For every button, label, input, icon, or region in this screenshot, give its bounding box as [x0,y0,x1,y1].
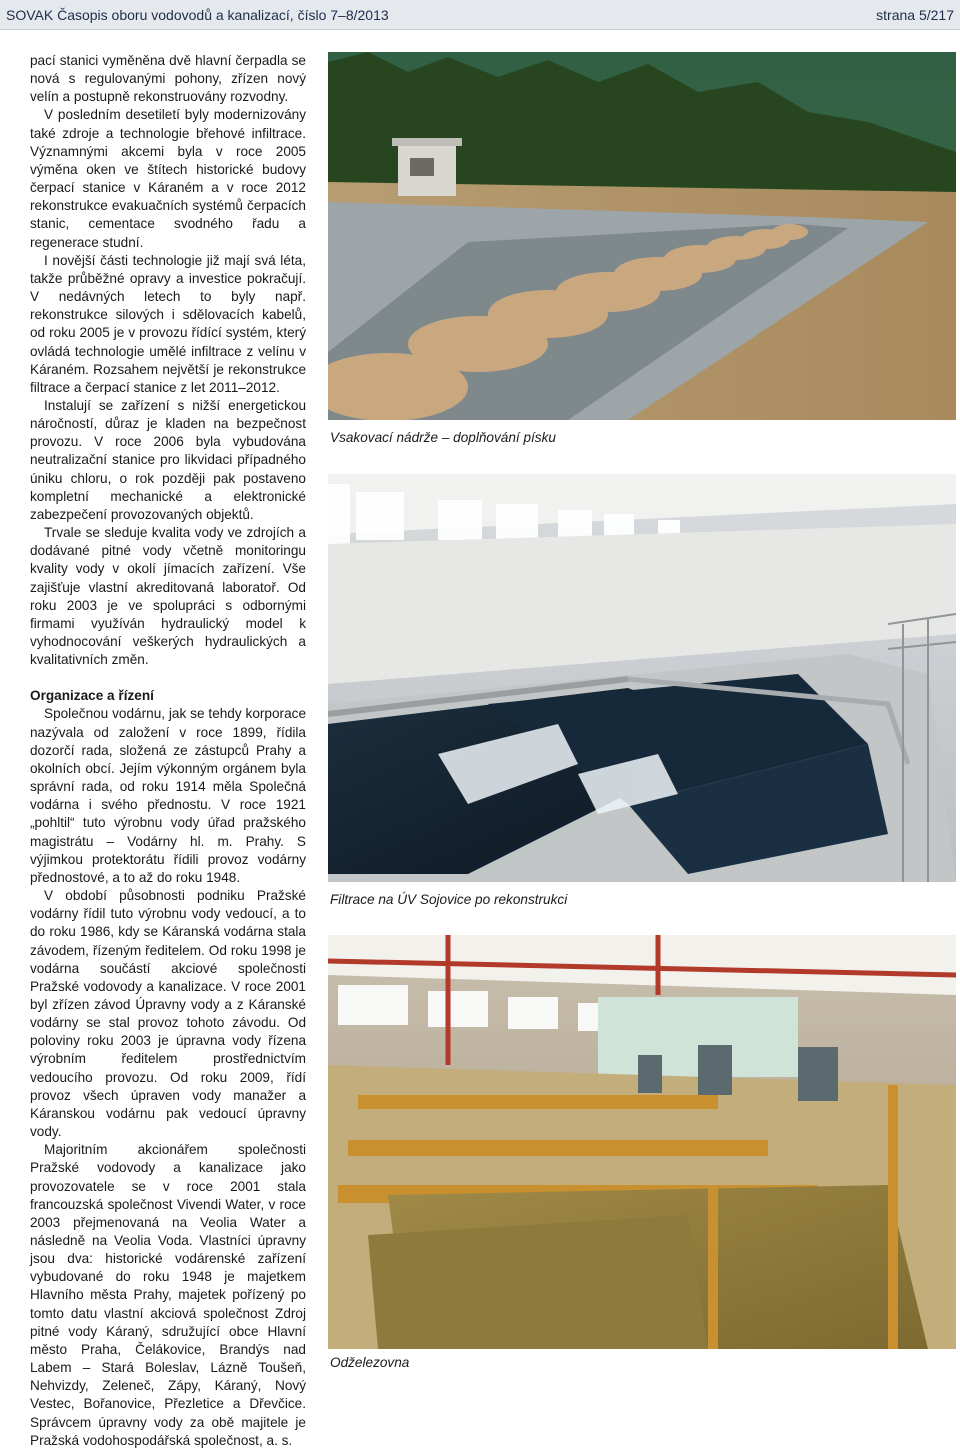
page-header [0,0,960,30]
text-column [30,52,306,1450]
photo-infiltration-basins [328,52,956,420]
photo-de-ironing-plant [328,935,956,1349]
paragraph: V období působnosti podniku Pražské vodárny řídil tuto výrobnu vody vedoucí, a to do roku 1986, kdy se Káranská vodárna stala závodem, řízeným ředitelem. Od roku 1998 je vodárna součástí akciové společnosti Pražské vodovody a kanalizace. V roce 2001 byl zřízen závod Úpravny vody a z Káranské vodárny se stal provoz tohoto závodu. Od poloviny roku 2003 je úpravna vody řízena výrobním ředitelem prostřednictvím vedoucího provozu. Od roku 2009, řídí provoz všech úpraven vody manažer a Káranskou vodárnu pak vedoucí úpravny vody. [30,888,306,1140]
paragraph: pací stanici vyměněna dvě hlavní čerpadla se nová s regulovanými pohony, zřízen nový velín a postupně rekonstruovány rozvodny. [30,53,306,105]
journal-title: SOVAK Časopis oboru vodovodů a kanalizací, číslo 7–8/2013 [6,7,389,23]
section-heading: Organizace a řízení [30,688,154,704]
caption-photo-3: Odželezovna [330,1355,410,1370]
paragraph: Instalují se zařízení s nižší energetickou náročností, důraz je kladen na bezpečnost provozu. V roce 2006 byla vybudována neutralizační stanice pro likvidaci případného úniku chloru, o rok později pak postaveno kompletní mechanické a elektronické zabezpečení provozovaných objektů. [30,397,306,522]
page-number: strana 5/217 [876,7,954,23]
paragraph: V posledním desetiletí byly modernizovány také zdroje a technologie břehové infiltrace. Významnými akcemi byla v roce 2005 výměna oken ve štítech historické budovy čerpací stanice v Káraném a v roce 2012 rekonstrukce evakuačních systémů čerpacích stanic, cementace svodného řadu a regenerace studní. [30,107,306,250]
caption-photo-1: Vsakovací nádrže – doplňování písku [330,430,556,445]
paragraph: Majoritním akcionářem společnosti Pražské vodovody a kanalizace jako provozovatele se v roce 2001 stala francouzská společnost Vivendi Water, v roce 2003 přejmenovaná na Veolia Water a následně na Veolia Voda. Vlastníci úpravny jsou dva: historické vodárenské zařízení vybudované do roku 1948 je majetkem Hlavního města Prahy, majetek pořízený po tomto datu vlastní akciová společnost Zdroj pitné vody Káraný, sdružující obce Hlavní město Praha, Čelákovice, Brandýs nad Labem – Stará Boleslav, Lázně Toušeň, Nehvizdy, Zeleneč, Zápy, Káraný, Nový Vestec, Bořanovice, Přezletice a Dřevčice. Správcem úpravny vody za obě majitele je Pražská vodohospodářská společnost, a. s. [30,1142,306,1448]
paragraph: I novější části technologie již mají svá léta, takže průběžné opravy a investice pokračují. V nedávných letech to byly např. rekonstrukce silových i sdělovacích kabelů, od roku 2005 je v provozu řídící systém, který ovládá technologie umělé infiltrace z velínu v Káraném. Rozsahem největší je rekonstrukce filtrace a čerpací stanice z let 2011–2012. [30,252,306,395]
photo-filtration-hall [328,474,956,882]
paragraph: Trvale se sleduje kvalita vody ve zdrojích a dodávané pitné vody včetně monitoringu kvality vody v okolí jímacích zařízení. Vše zajišťuje vlastní akreditovaná laboratoř. Od roku 2003 je ve spolupráci s odbornými firmami využíván hydraulický model k vyhodnocování veškerých hydraulických a kvalitativních změn. [30,525,306,668]
caption-photo-2: Filtrace na ÚV Sojovice po rekonstrukci [330,892,568,907]
paragraph: Společnou vodárnu, jak se tehdy korporace nazývala od založení v roce 1899, řídila dozorčí rada, složená ze zástupců Prahy a okolních obcí. Jejím výkonným orgánem byla správní rada, od roku 1914 měla Společná vodárna i svého přednostu. V roce 1921 „pohltil“ tuto výrobnu vody úřad pražského magistrátu – Vodárny hl. m. Prahy. S výjimkou protektorátu řídili provoz vodárny přednostové, a to až do roku 1948. [30,706,306,885]
